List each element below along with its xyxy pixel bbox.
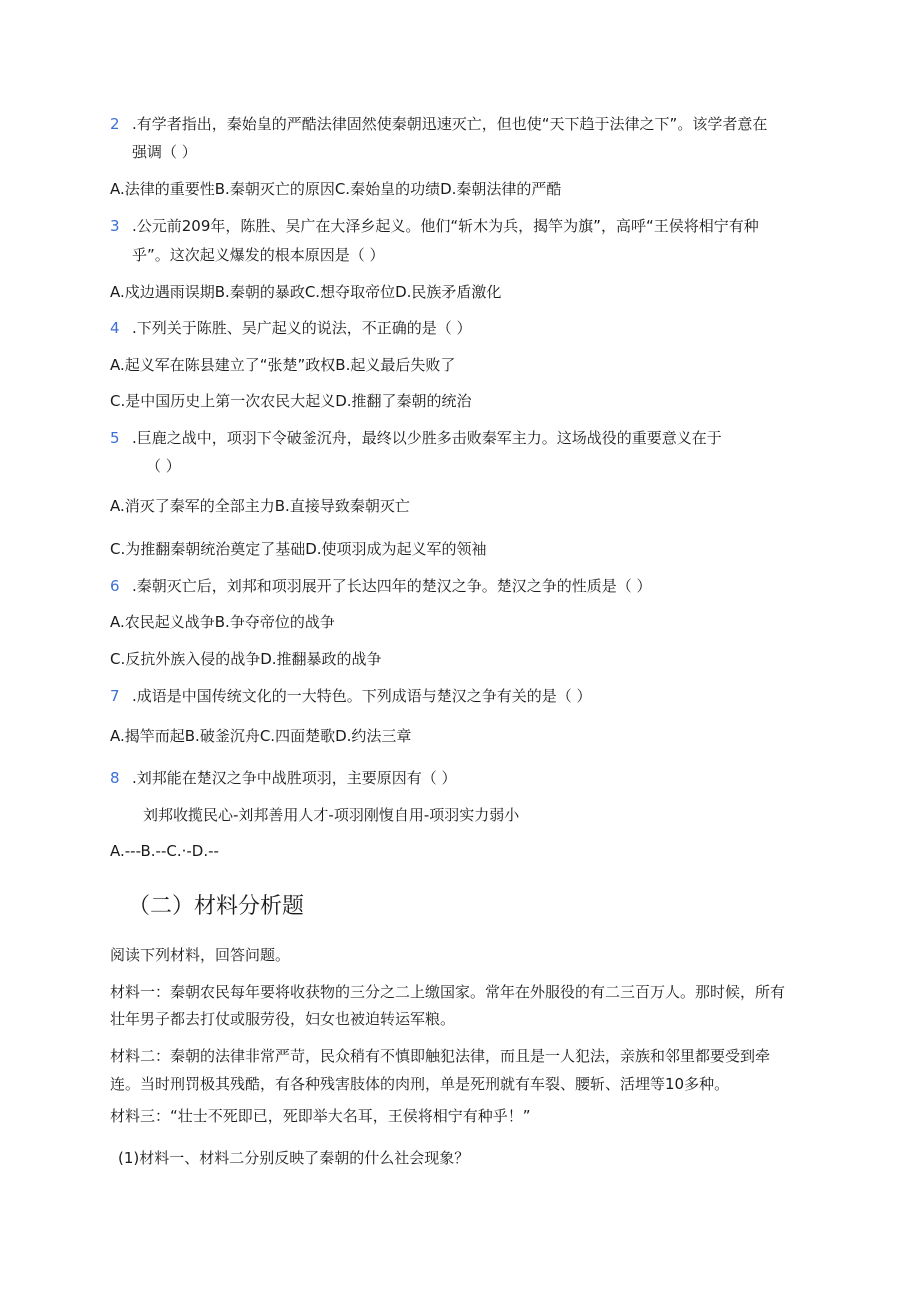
question-2-line1 [110,114,767,134]
question-4-option-ab: A.起义军在陈县建立了“张楚”政权B.起义最后失败了 [110,356,456,374]
question-3-line2: 乎”。这次起义爆发的根本原因是（ ） [132,246,385,264]
question-7-line1 [110,686,592,706]
question-3-line1 [110,216,759,236]
question-2-line2: 强调（ ） [132,143,197,161]
question-text: .下列关于陈胜、吴广起义的说法，不正确的是（ ） [132,319,472,337]
material-1-line2: 壮年男子都去打仗或服劳役，妇女也被迫转运军粮。 [110,1010,456,1028]
question-3-options: A.戍边遇雨误期B.秦朝的暴政C.想夺取帝位D.民族矛盾激化 [110,283,502,301]
question-6-option-ab: A.农民起义战争B.争夺帝位的战争 [110,613,335,631]
question-5-line1 [110,428,722,448]
question-4-option-cd: C.是中国历史上第一次农民大起义D.推翻了秦朝的统治 [110,392,472,410]
question-text: .有学者指出，秦始皇的严酷法律固然使秦朝迅速灭亡，但也使“天下趋于法律之下”。该学者意在 [132,115,768,133]
question-text: .秦朝灭亡后，刘邦和项羽展开了长达四年的楚汉之争。楚汉之争的性质是（ ） [132,577,652,595]
question-number: 5 [110,429,120,447]
question-7-options: A.揭竿而起B.破釜沉舟C.四面楚歌D.约法三章 [110,727,412,745]
question-5-option-cd: C.为推翻秦朝统治奠定了基础D.使项羽成为起义军的领袖 [110,540,487,558]
question-number: 3 [110,217,120,235]
question-number: 2 [110,115,120,133]
question-5-line2: （ ） [146,457,181,475]
question-8-statements: 刘邦收揽民心-刘邦善用人才-项羽刚愎自用-项羽实力弱小 [143,806,520,824]
question-number: 6 [110,577,120,595]
question-text: .刘邦能在楚汉之争中战胜项羽，主要原因有（ ） [132,769,457,787]
question-6-line1 [110,576,652,596]
material-2-line2: 连。当时刑罚极其残酷，有各种残害肢体的肉刑，单是死刑就有车裂、腰斩、活埋等10多种。 [110,1075,730,1093]
section-heading: （二）材料分析题 [128,894,305,919]
question-text: .成语是中国传统文化的一大特色。下列成语与楚汉之争有关的是（ ） [132,687,592,705]
material-1-line1: 材料一：秦朝农民每年要将收获物的三分之二上缴国家。常年在外服役的有二三百万人。那时候，所有 [110,983,786,1001]
question-8-options: A.---B.--C.·-D.-- [110,842,219,860]
question-5-option-ab: A.消灭了秦军的全部主力B.直接导致秦朝灭亡 [110,497,410,515]
material-3: 材料三：“壮士不死即已，死即举大名耳，王侯将相宁有种乎！” [110,1107,531,1125]
question-4-line1 [110,318,472,338]
question-number: 7 [110,687,120,705]
question-text: .公元前209年，陈胜、吴广在大泽乡起义。他们“斩木为兵，揭竿为旗”，高呼“王侯将相宁有种 [132,217,759,235]
question-number: 8 [110,769,120,787]
question-1-prompt: (1)材料一、材料二分别反映了秦朝的什么社会现象？ [118,1149,470,1167]
question-8-line1 [110,768,457,788]
material-2-line1: 材料二：秦朝的法律非常严苛，民众稍有不慎即触犯法律，而且是一人犯法，亲族和邻里都要受到牵 [110,1047,771,1065]
question-2-options: A.法律的重要性B.秦朝灭亡的原因C.秦始皇的功绩D.秦朝法律的严酷 [110,180,562,198]
question-number: 4 [110,319,120,337]
question-6-option-cd: C.反抗外族入侵的战争D.推翻暴政的战争 [110,650,382,668]
section-intro: 阅读下列材料，回答问题。 [110,946,291,964]
question-text: .巨鹿之战中，项羽下令破釜沉舟，最终以少胜多击败秦军主力。这场战役的重要意义在于 [132,429,722,447]
